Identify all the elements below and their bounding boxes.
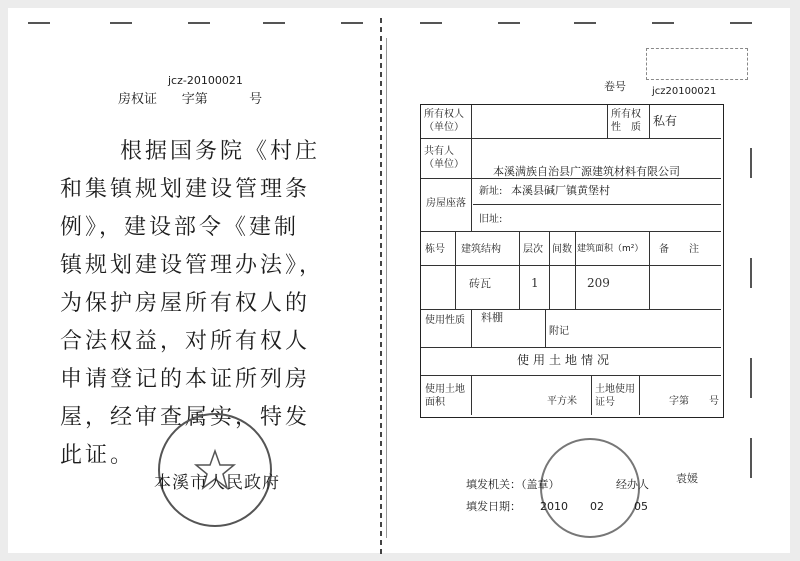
row-area: 209 [587,276,610,290]
margin-mark [420,22,442,24]
property-nature-label: 所有权性 质 [611,109,641,133]
margin-mark [498,22,520,24]
body-line: 屋，经审查属实，特发 [60,405,311,430]
co-owner-value: 本溪满族自治县广源建筑材料有限公司 [493,165,680,178]
margin-mark [574,22,596,24]
handler-label: 经办人 [616,478,649,491]
column-header: 栋号 [425,244,445,255]
body-line: 此证。 [60,443,136,468]
land-cert-label: 土地使用证号 [595,384,635,408]
margin-mark [28,22,50,24]
body-line: 申请登记的本证所列房 [60,367,311,392]
issue-day: 05 [634,500,648,513]
body-line: 为保护房屋所有权人的 [60,291,311,316]
new-address-value: 本溪县碱厂镇黄堡村 [511,184,610,197]
row-floors: 1 [531,276,539,290]
column-header: 间数 [552,244,572,255]
body-line: 根据国务院《村庄 [120,139,321,164]
margin-mark [730,22,752,24]
land-area-unit: 平方米 [547,396,577,407]
margin-mark [263,22,285,24]
usage-value: 料棚 [481,311,503,324]
issuer-name: 本溪市人民政府 [154,473,280,493]
land-area-label: 使用土地面积 [425,384,465,408]
margin-mark [750,148,752,178]
volume-label: 卷号 [604,80,626,93]
margin-mark [188,22,210,24]
column-header: 备 注 [659,244,699,255]
land-cert-value: 字第 号 [669,396,719,407]
margin-mark [750,258,752,288]
body-line: 合法权益，对所有权人 [60,329,311,354]
land-section-title: 使用土地情况 [517,353,614,367]
property-table [420,104,724,418]
handler-name: 袁媛 [676,472,698,485]
owner-label: 所有权人（单位） [424,109,464,133]
column-header: 层次 [523,244,543,255]
cert-code-right: jcz20100021 [652,86,717,97]
body-line: 镇规划建设管理办法》， [60,253,325,278]
row-structure: 砖瓦 [469,277,491,290]
co-owner-label: 共有人（单位） [424,146,464,170]
body-line: 例》，建设部令《建制 [60,215,300,240]
cert-code-left: jcz-20100021 [168,74,243,87]
column-header: 建筑面积（m²） [577,244,644,254]
margin-mark [110,22,132,24]
location-label: 房屋座落 [426,198,466,209]
margin-mark [750,438,752,478]
margin-mark [341,22,363,24]
margin-mark [750,358,752,398]
certificate-scan [8,8,790,553]
stamp-mark [646,48,748,80]
cert-header: 房权证 字第 号 [118,92,263,107]
issue-year: 2010 [540,500,568,513]
notes-label: 附记 [549,326,569,337]
page-fold [380,18,382,558]
issue-month: 02 [590,500,604,513]
usage-label: 使用性质 [425,315,465,326]
margin-mark [652,22,674,24]
new-address-label: 新址: [479,186,503,197]
issuing-authority-label: 填发机关：（盖章） [466,478,560,491]
column-header: 建筑结构 [461,244,501,255]
body-line: 和集镇规划建设管理条 [60,177,311,202]
old-address-label: 旧址: [479,214,503,225]
property-nature-value: 私有 [653,114,678,128]
page-fold-shadow [386,38,387,538]
issue-date-label: 填发日期： [466,500,521,513]
